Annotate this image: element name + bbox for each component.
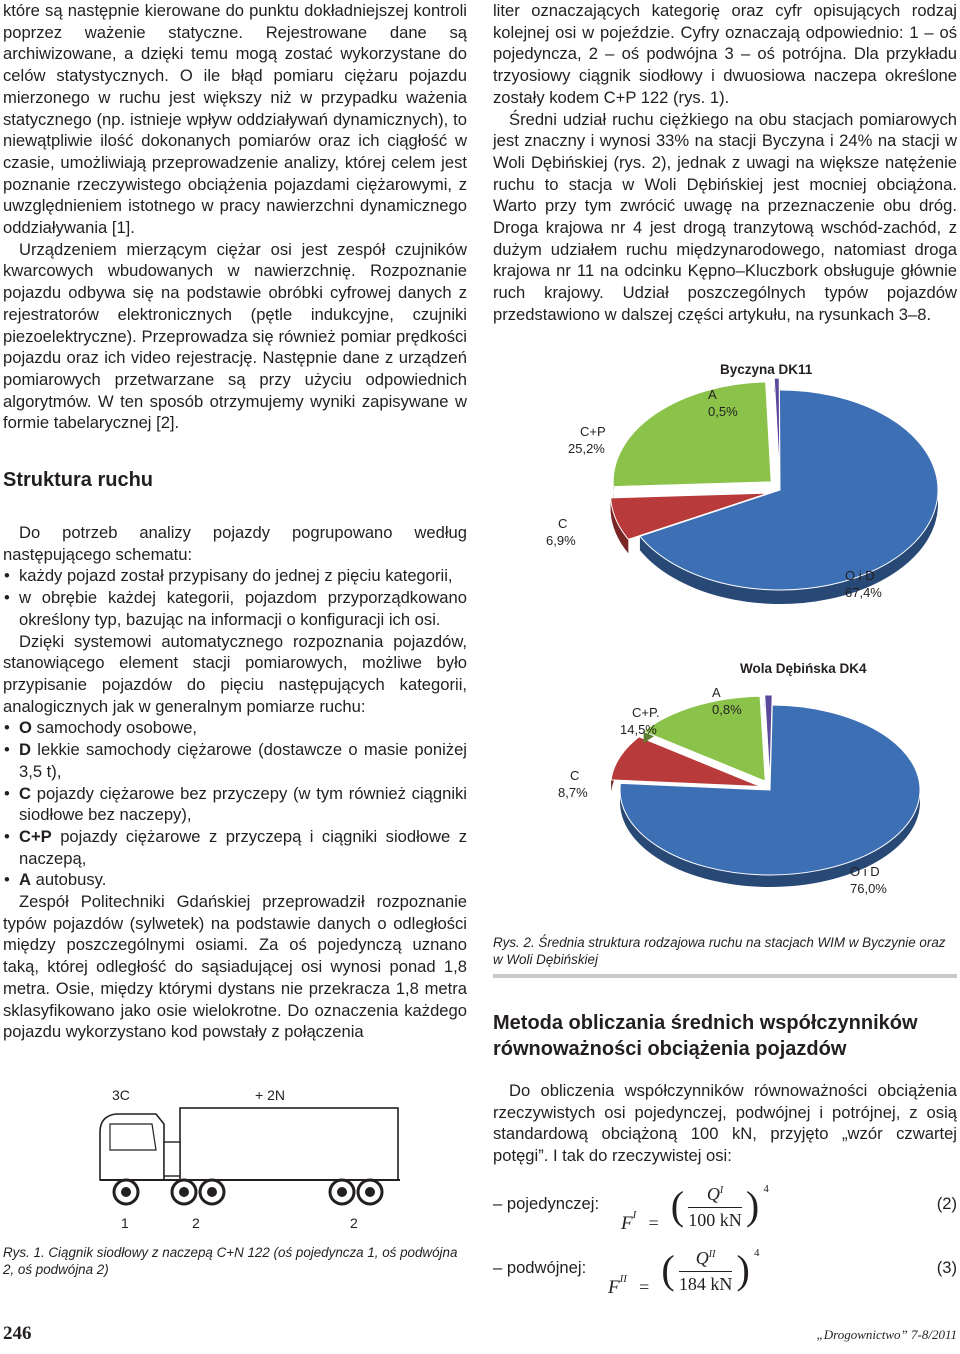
slice-label-category: C+P [580, 424, 606, 439]
category-text: pojazdy ciężarowe z przyczepą i ciągniki siodłowe z naczepą, [19, 826, 467, 868]
category-code: A [19, 870, 31, 890]
category-text: samochody osobowe, [31, 718, 198, 738]
chart-title: Wola Dębińska DK4 [740, 661, 867, 676]
category-text: pojazdy ciężarowe bez przyczepy (w tym również ciągniki siodłowe bez naczepy), [19, 783, 467, 825]
slice-label-value: 0,8% [712, 702, 742, 717]
wheel-icon [200, 1180, 224, 1204]
truck-diagram [60, 1080, 420, 1240]
category-code: D [19, 740, 31, 760]
equation-label: – pojedynczej: [493, 1194, 600, 1213]
divider [493, 974, 957, 978]
paragraph-continued: liter oznaczających kategorię oraz cyfr opisujących rodzaj kolejnej osi w pojeździe. Cyfry oznaczają odpowiednio: 1 – oś pojedyncza, 2 – oś podwójna 3 – oś potrójna. Dla przykładu trzyosiowy ciągnik siodłowy i dwuosiowa naczepa określone zostały kodem C+P 122 (rys. 1). [493, 1, 957, 107]
list-item: • każdy pojazd został przypisany do jednej z pięciu kategorii, [3, 565, 467, 587]
slice-label-value: 14,5% [620, 722, 657, 737]
paragraph-share: Średni udział ruchu ciężkiego na obu stacjach pomiarowych jest znaczny i wynosi 33% na stacji Byczyna i 24% na stacji w Woli Dębińskiej (rys. 2), jednak z uwagi na większe natężenie ruchu to stacja w Woli Dębińskiej jest mocniej obciążona. Warto przy tym zwrócić uwagę na przeznaczenie obu dróg. Droga krajowa nr 4 jest drogą tranzytową wschód-zachód, z dużym udziałem ruchu międzynarodowego, natomiast droga krajowa nr 11 na odcinku Kępno–Kluczbork obsługuje głównie ruch krajowy. Udział poszczególnych typów pojazdów przedstawiono w dalszej części artykułu, na rysunkach 3–8. [493, 109, 957, 324]
paragraph-intro: które są następnie kierowane do punktu dokładniejszej kontroli poprzez ważenie statyczne. Rejestrowane dane są archiwizowane, a dzięki temu mogą zostać wykorzystane do celów statystycznych. O ile błąd pomiaru ciężaru pojazdu mierzonego w ruchu jest większy niż w przypadku ważenia statycznego (np. istnieje wpływ oddziaływań dynamicznych), to niewątpliwie ilość dokonanych pomiarów oraz ich ciągłość w czasie, umożliwiają przeprowadzenie analizy, której celem jest poznanie rzeczywistego obciążenia pojazdami ciężarowymi, z uwzględnieniem istotnego w pracy nawierzchni dynamicznego oddziaływania [1]. [3, 1, 467, 238]
wheel-icon [172, 1180, 196, 1204]
figure-1 [60, 1080, 420, 1240]
eq-lhs-sup: II [619, 1273, 627, 1286]
paragraph-device: Urządzeniem mierzącym ciężar osi jest zespół czujników kwarcowych wbudowanych w nawierzchnię. Rozpoznanie pojazdu odbywa się na podstawie obróbki cyfrowej danych z rejestratorów elektronicznych (pętle indukcyjne, czujniki piezoelektryczne). Przeprowadza się również pomiar prędkości pojazdu oraz ich video rejestrację. Następnie dane z urządzeń pomiarowych przetwarzane są przy użyciu odpowiednich algorytmów. W ten sposób otrzymujemy wyniki zapisywane w formie tabelarycznej [2]. [3, 239, 467, 433]
pie-slice-a [774, 378, 780, 478]
slice-label-category: O i D [845, 568, 875, 583]
eq-denominator: 100 kN [688, 1209, 742, 1230]
label-trailer: + 2N [255, 1087, 285, 1103]
slice-label-value: 67,4% [845, 585, 882, 600]
page-number: 246 [3, 1323, 32, 1344]
bullet-list-categories [3, 717, 467, 891]
eq-power: 4 [754, 1247, 760, 1260]
slice-label-value: 6,9% [546, 533, 576, 548]
slice-label-category: O i D [850, 864, 880, 879]
equation-math: $F^{II}$ = ( $\frac{Q^{II}}{184 kN}$ ) $^4$ [608, 1247, 760, 1298]
category-code: C [19, 783, 31, 803]
slice-label-category: C+P. [632, 705, 660, 720]
slice-label-value: 76,0% [850, 881, 887, 896]
chart-title: Byczyna DK11 [720, 362, 813, 377]
list-item: • w obrębie każdej kategorii, pojazdom przyporządkowano określony typ, bazując na informacji o konfiguracji ich osi. [3, 587, 467, 630]
figure-2-caption: Rys. 2. Średnia struktura rodzajowa ruchu na stacjach WIM w Byczynie oraz w Woli Dębińskiej [493, 935, 946, 967]
right-column-method [493, 1080, 957, 1167]
paragraph-schema: Do potrzeb analizy pojazdy pogrupowano według następującego schematu: [3, 523, 467, 564]
eq-lhs-sup: I [632, 1209, 637, 1222]
section-title-method: Metoda obliczania średnich współczynników równoważności obciążenia pojazdów [493, 1012, 918, 1060]
pie-slice-c-p [613, 382, 771, 501]
wheel-icon [358, 1180, 382, 1204]
pie-charts [493, 355, 957, 915]
list-item [3, 739, 467, 782]
equation-number: (2) [936, 1194, 957, 1213]
equation-2 [493, 1172, 957, 1236]
eq-denominator: 184 kN [678, 1273, 733, 1294]
section-title-structure: Struktura ruchu [3, 469, 154, 492]
slice-label-value: 25,2% [568, 441, 605, 456]
list-item [3, 826, 467, 869]
slice-label-category: A [708, 387, 717, 402]
slice-label-value: 0,5% [708, 404, 738, 419]
axle-label: 2 [192, 1215, 200, 1231]
category-code: O [19, 718, 32, 738]
equation-math: $F^I$ = ( $\frac{Q^I}{100 kN}$ ) $^4$ [621, 1183, 769, 1234]
paragraph-team: Zespół Politechniki Gdańskiej przeprowadził rozpoznanie typów pojazdów (sylwetek) na podstawie danych o odległości między poszczególnymi osiami. Za oś pojedynczą uznano taką, której odległość do sąsiadującej osi wynosi ponad 1,8 metra. Osie, między którymi dystans nie przekracza 1,8 metra sklasyfikowano jako osie wielokrotne. Do oznaczenia każdego pojazdu wykorzystano kod powstały z połączenia [3, 892, 467, 1042]
label-tractor: 3C [112, 1087, 130, 1103]
figure-2 [493, 355, 957, 915]
slice-label-category: C [558, 516, 568, 531]
journal-name: „Drogownictwo” 7-8/2011 [816, 1327, 957, 1342]
category-text: autobusy. [30, 870, 107, 890]
slice-label-category: A [712, 685, 721, 700]
list-item [3, 869, 467, 891]
eq-num-sup: I [719, 1184, 724, 1196]
equation-number: (3) [936, 1258, 957, 1277]
eq-num-sup: II [708, 1248, 716, 1260]
equation-3 [493, 1236, 957, 1300]
left-column [3, 0, 467, 1043]
trailer-body [180, 1108, 398, 1180]
bullet-list-grouping [3, 565, 467, 630]
list-item [3, 783, 467, 826]
wheel-icon [114, 1180, 138, 1204]
eq-numerator: Q [695, 1247, 709, 1268]
paragraph-method: Do obliczenia współczynników równoważności obciążenia rzeczywistych osi pojedynczej, podwójnej i potrójnej, z osią standardową obciążoną 100 kN, przyjęto „wzór czwartej potęgi”. I tak do rzeczywistej osi: [493, 1081, 957, 1166]
figure-1-caption: Rys. 1. Ciągnik siodłowy z naczepą C+N 122 (oś pojedyncza 1, oś podwójna 2, oś podwójna 2) [3, 1245, 458, 1277]
paragraph-system: Dzięki systemowi automatycznego rozpoznania pojazdów, stanowiącego element stacji pomiarowych, możliwe było przypisanie pojazdów do pięciu następujących kategorii, analogicznych jak w generalnym pomiarze ruchu: [3, 631, 467, 716]
equation-label: – podwójnej: [493, 1258, 587, 1277]
wheel-icon [330, 1180, 354, 1204]
eq-lhs: F [608, 1277, 620, 1298]
slice-label-category: C [570, 768, 580, 783]
category-code: C+P [19, 826, 52, 846]
right-column [493, 0, 957, 326]
eq-power: 4 [763, 1183, 769, 1196]
slice-label-value: 8,7% [558, 785, 588, 800]
category-text: lekkie samochody ciężarowe (dostawcze o masie poniżej 3,5 t), [19, 740, 467, 781]
list-item [3, 717, 467, 739]
axle-label: 2 [350, 1215, 358, 1231]
eq-lhs: F [621, 1213, 633, 1234]
axle-label: 1 [121, 1215, 129, 1231]
eq-numerator: Q [706, 1183, 720, 1204]
cab-chassis [164, 1142, 180, 1176]
